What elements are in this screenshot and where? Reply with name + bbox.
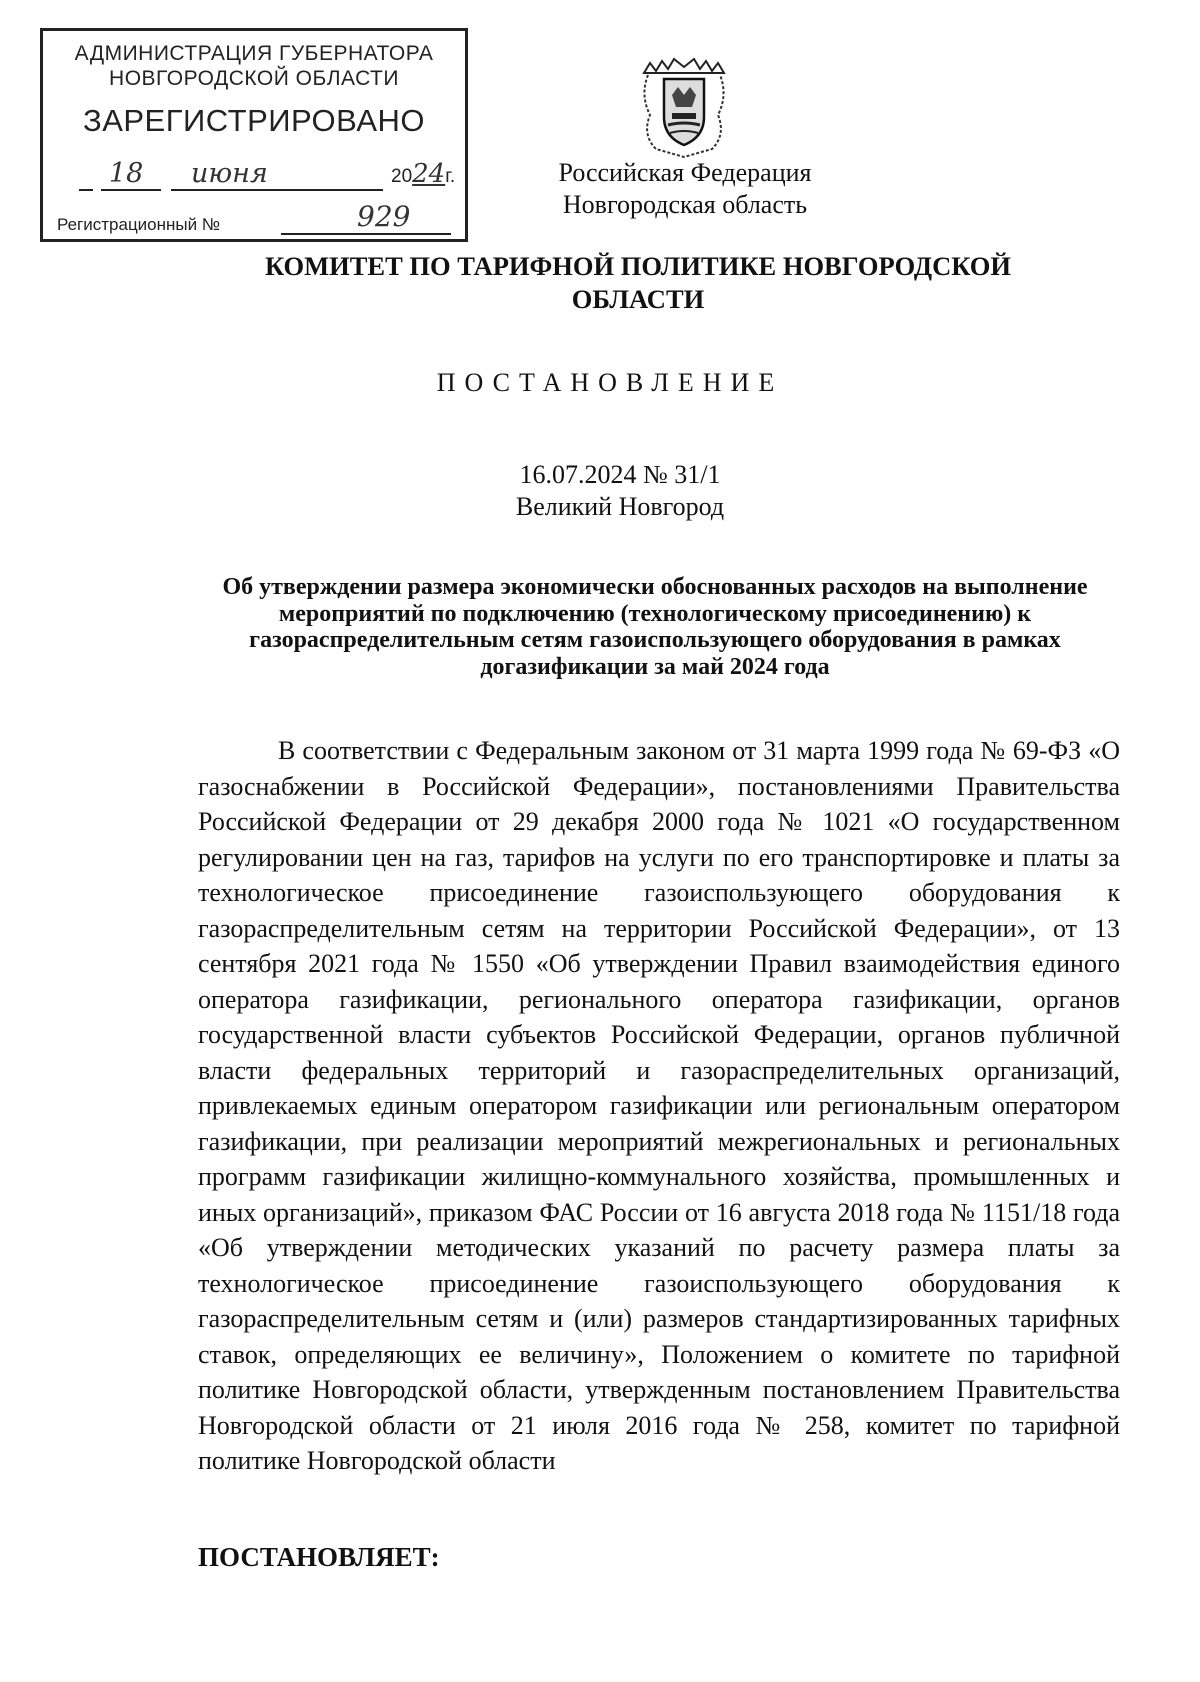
stamp-administration xyxy=(43,41,465,91)
stamp-reg-number: 929 xyxy=(357,200,411,233)
stamp-month-underline xyxy=(171,189,383,191)
stamp-reg-label: Регистрационный № xyxy=(57,215,221,234)
stamp-admin-line-1: АДМИНИСТРАЦИЯ ГУБЕРНАТОРА xyxy=(74,42,434,65)
stamp-year-suffix: 24 xyxy=(412,159,446,189)
stamp-reg-underline xyxy=(281,233,451,235)
country-name: Российская Федерация xyxy=(558,158,812,187)
document-subject: Об утверждении размера экономически обоснованных расходов на выполнение мероприятий по подключению (технологическому присоединению) к газораспределительным сетям газоиспользующего оборудования в рамках догазификации за май 2024 года xyxy=(222,574,1088,680)
stamp-month: июня xyxy=(191,158,268,189)
document-type: ПОСТАНОВЛЕНИЕ xyxy=(436,368,784,397)
stamp-date xyxy=(79,158,456,193)
stamp-admin-line-2: НОВГОРОДСКОЙ ОБЛАСТИ xyxy=(109,67,399,90)
stamp-year: 2024г. xyxy=(391,159,456,189)
region-name: Новгородская область xyxy=(562,190,808,219)
coat-of-arms-icon xyxy=(636,55,732,159)
stamp-day: 18 xyxy=(109,158,144,189)
stamp-day-underline xyxy=(101,189,161,191)
stamp-date-quote-mark xyxy=(79,189,93,191)
registration-stamp xyxy=(40,28,468,242)
stamp-status: ЗАРЕГИСТРИРОВАНО xyxy=(82,103,425,138)
document-date-number: 16.07.2024 № 31/1 xyxy=(519,460,721,489)
committee-title: КОМИТЕТ ПО ТАРИФНОЙ ПОЛИТИКЕ НОВГОРОДСКОЙ ОБЛАСТИ xyxy=(264,251,1012,314)
resolves-heading: ПОСТАНОВЛЯЕТ: xyxy=(198,1542,440,1572)
document-body: В соответствии с Федеральным законом от 31 марта 1999 года № 69-ФЗ «О газоснабжении в Российской Федерации», постановлениями Правительства Российской Федерации от 29 декабря 2000 года № 1021 «О государственном регулировании цен на газ, тарифов на услуги по его транспортировке и платы за технологическое присоединение газоиспользующего оборудования к газораспределительным сетям на территории Российской Федерации», от 13 сентября 2021 года № 1550 «Об утверждении Правил взаимодействия единого оператора газификации, регионального оператора газификации, органов государственной власти субъектов Российской Федерации, органов публичной власти федеральных территорий и газораспределительных организаций, привлекаемых единым оператором газификации или региональным оператором газификации, при реализации мероприятий межрегиональных и региональных программ газификации жилищно-коммунального хозяйства, промышленных и иных организаций», приказом ФАС России от 16 августа 2018 года № 1151/18 года «Об утверждении методических указаний по расчету размера платы за технологическое присоединение газоиспользующего оборудования к газораспределительным сетям и (или) размеров стандартизированных тарифных ставок, определяющих ее величину», Положением о комитете по тарифной политике Новгородской области, утвержденным постановлением Правительства Новгородской области от 21 июля 2016 года № 258, комитет по тарифной политике Новгородской области xyxy=(198,736,1120,1475)
document-city: Великий Новгород xyxy=(515,492,725,521)
stamp-registration-number xyxy=(57,200,452,237)
